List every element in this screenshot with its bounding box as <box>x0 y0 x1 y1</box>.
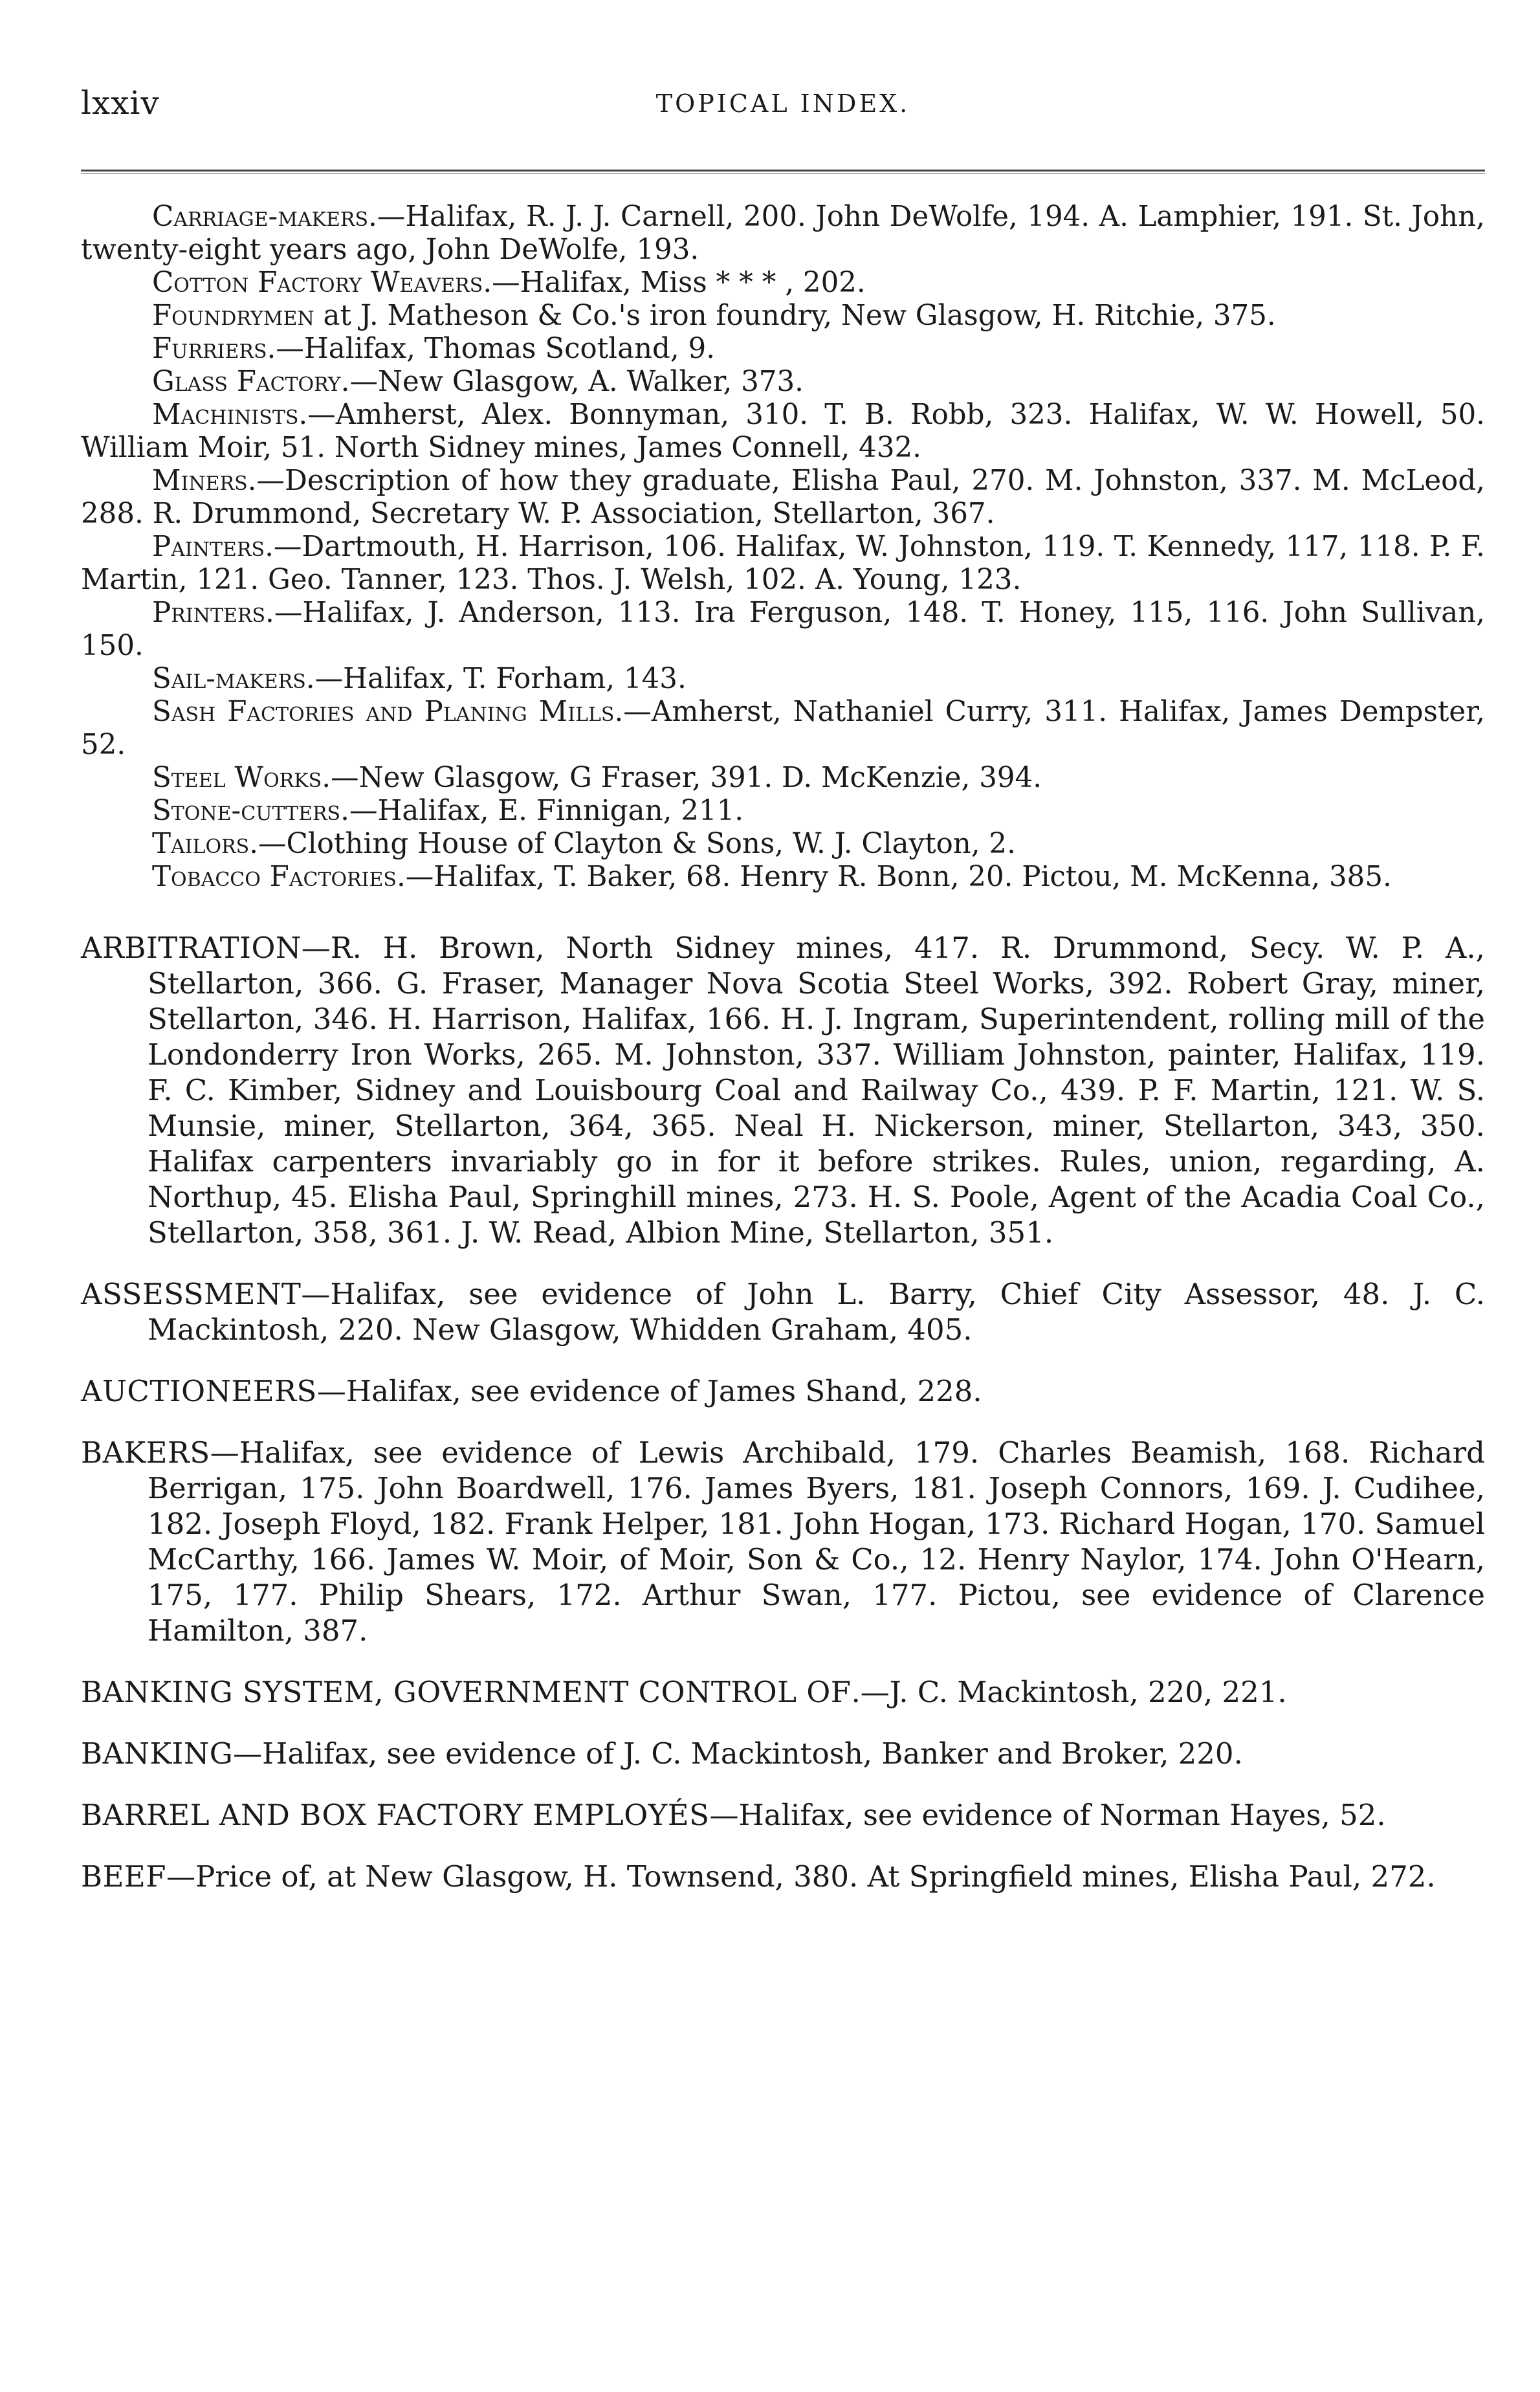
entry-assessment <box>81 1276 1485 1347</box>
subentry-text: at J. Matheson & Co.'s iron foundry, New Glasgow, H. Ritchie, 375. <box>314 300 1276 332</box>
subentry-head: Tailors. <box>152 828 259 860</box>
entry-text: —Halifax, see evidence of James Shand, 228. <box>316 1374 982 1408</box>
subentry-head: Printers. <box>152 597 274 629</box>
header-rule <box>81 170 1485 172</box>
header-rule-thin <box>81 173 1485 174</box>
entry-banking <box>81 1736 1485 1771</box>
subentry-head: Cotton Factory Weavers. <box>152 267 492 299</box>
subentry-head: Painters. <box>152 531 274 563</box>
entry-beef <box>81 1859 1485 1894</box>
subentry-text: —Halifax, J. Anderson, 113. Ira Ferguson, 148. T. Honey, 115, 116. John Sullivan, 150. <box>81 597 1485 662</box>
subentry-text: —Halifax, T. Baker, 68. Henry R. Bonn, 20. Pictou, M. McKenna, 385. <box>405 861 1392 893</box>
entry-text: —Halifax, see evidence of Lewis Archibald, 179. Charles Beamish, 168. Richard Berrigan, 175. John Boardwell, 176. James Byers, 181. Joseph Connors, 169. J. Cudihee, 182. Joseph Floyd, 182. Frank Helper, 181. John Hogan, 173. Richard Hogan, 170. Samuel McCarthy, 166. James W. Moir, of Moir, Son & Co., 12. Henry Naylor, 174. John O'Hearn, 175, 177. Philip Shears, 172. Arthur Swan, 177. Pictou, see evidence of Clarence Hamilton, 387. <box>148 1435 1485 1648</box>
entry-head: BEEF <box>81 1859 166 1894</box>
entry-head: ARBITRATION <box>81 931 302 965</box>
subentry-text: —Dartmouth, H. Harrison, 106. Halifax, W. Johnston, 119. T. Kennedy, 117, 118. P. F. Martin, 121. Geo. Tanner, 123. Thos. J. Welsh, 102. A. Young, 123. <box>81 531 1485 596</box>
subentry-text: —New Glasgow, A. Walker, 373. <box>349 366 804 398</box>
page-header <box>81 84 1485 136</box>
subentry-head: Miners. <box>152 465 257 497</box>
entry-barrel-box-factory <box>81 1797 1485 1833</box>
entry-head: BANKING SYSTEM, GOVERNMENT CONTROL OF <box>81 1675 852 1709</box>
subentry-head: Tobacco Factories. <box>152 861 406 893</box>
entry-auctioneers <box>81 1373 1485 1409</box>
running-head: TOPICAL INDEX. <box>655 89 910 118</box>
subentry-printers <box>81 597 1485 663</box>
subentry-head: Machinists. <box>152 399 308 431</box>
subentry-text: —Halifax, E. Finnigan, 211. <box>349 795 744 827</box>
subentry-machinists <box>81 399 1485 465</box>
subentry-furriers <box>81 333 1485 366</box>
entry-head: BAKERS <box>81 1435 210 1470</box>
entry-head: BANKING <box>81 1736 234 1771</box>
subentry-head: Glass Factory. <box>152 366 350 398</box>
subentry-head: Sash Factories and Planing Mills. <box>152 696 624 728</box>
subentry-head: Sail-makers. <box>152 663 315 695</box>
entry-banking-system <box>81 1674 1485 1710</box>
subentry-head: Foundrymen <box>152 300 314 332</box>
entry-text: —Halifax, see evidence of Norman Hayes, 52. <box>709 1798 1386 1832</box>
subentry-cotton-weavers <box>81 267 1485 300</box>
subentry-text: —Description of how they graduate, Elisha Paul, 270. M. Johnston, 337. M. McLeod, 288. R. Drummond, Secretary W. P. Association, Stellarton, 367. <box>81 465 1485 530</box>
subentry-text: —Halifax, T. Forham, 143. <box>314 663 687 695</box>
subentry-text: —Clothing House of Clayton & Sons, W. J. Clayton, 2. <box>258 828 1016 860</box>
subentry-text: —Amherst, Alex. Bonnyman, 310. T. B. Robb, 323. Halifax, W. W. Howell, 50. William Moir, 51. North Sidney mines, James Connell, 432. <box>81 399 1485 464</box>
entry-text: —Halifax, see evidence of J. C. Mackintosh, Banker and Broker, 220. <box>233 1736 1243 1771</box>
subentry-text: —Amherst, Nathaniel Curry, 311. Halifax, James Dempster, 52. <box>81 696 1485 761</box>
subentry-text: —Halifax, Miss * * * , 202. <box>492 267 866 299</box>
entry-text: —R. H. Brown, North Sidney mines, 417. R. Drummond, Secy. W. P. A., Stellarton, 366. G. Fraser, Manager Nova Scotia Steel Works, 392. Robert Gray, miner, Stellarton, 346. H. Harrison, Halifax, 166. H. J. Ingram, Superintendent, rolling mill of the Londonderry Iron Works, 265. M. Johnston, 337. William Johnston, painter, Halifax, 119. F. C. Kimber, Sidney and Louisbourg Coal and Railway Co., 439. P. F. Martin, 121. W. S. Munsie, miner, Stellarton, 364, 365. Neal H. Nickerson, miner, Stellarton, 343, 350. Halifax carpenters invariably go in for it before strikes. Rules, union, regarding, A. Northup, 45. Elisha Paul, Springhill mines, 273. H. S. Poole, Agent of the Acadia Coal Co., Stellarton, 358, 361. J. W. Read, Albion Mine, Stellarton, 351. <box>148 931 1485 1250</box>
subentry-foundrymen <box>81 300 1485 333</box>
entry-text: —Price of, at New Glasgow, H. Townsend, 380. At Springfield mines, Elisha Paul, 272. <box>166 1859 1436 1894</box>
page-number: lxxiv <box>81 84 160 122</box>
subentry-stone-cutters <box>81 795 1485 828</box>
entry-arbitration <box>81 930 1485 1250</box>
index-content <box>81 201 1485 1920</box>
subentry-glass-factory <box>81 366 1485 399</box>
entry-text: —Halifax, see evidence of John L. Barry, Chief City Assessor, 48. J. C. Mackintosh, 220. New Glasgow, Whidden Graham, 405. <box>148 1277 1485 1347</box>
entry-head: BARREL AND BOX FACTORY EMPLOYÉS <box>81 1798 710 1832</box>
subentry-text: —Halifax, R. J. J. Carnell, 200. John DeWolfe, 194. A. Lamphier, 191. St. John, twenty-eight years ago, John DeWolfe, 193. <box>81 201 1485 266</box>
subentry-painters <box>81 531 1485 597</box>
subentry-steel-works <box>81 762 1485 795</box>
subentry-tailors <box>81 828 1485 861</box>
subentry-head: Stone-cutters. <box>152 795 349 827</box>
subentry-tobacco-factories <box>81 861 1485 894</box>
entry-head: AUCTIONEERS <box>81 1374 317 1408</box>
subentry-carriage-makers <box>81 201 1485 267</box>
subentry-text: —Halifax, Thomas Scotland, 9. <box>276 333 716 365</box>
subentry-head: Furriers. <box>152 333 276 365</box>
subentry-sash-factories <box>81 696 1485 762</box>
subentry-text: —New Glasgow, G Fraser, 391. D. McKenzie, 394. <box>331 762 1042 794</box>
entry-head: ASSESSMENT <box>81 1277 302 1311</box>
entry-bakers <box>81 1435 1485 1648</box>
subentry-head: Steel Works. <box>152 762 331 794</box>
subentry-sail-makers <box>81 663 1485 696</box>
subentry-head: Carriage-makers. <box>152 201 377 233</box>
subentry-miners <box>81 465 1485 531</box>
entry-text: .—J. C. Mackintosh, 220, 221. <box>851 1675 1287 1709</box>
